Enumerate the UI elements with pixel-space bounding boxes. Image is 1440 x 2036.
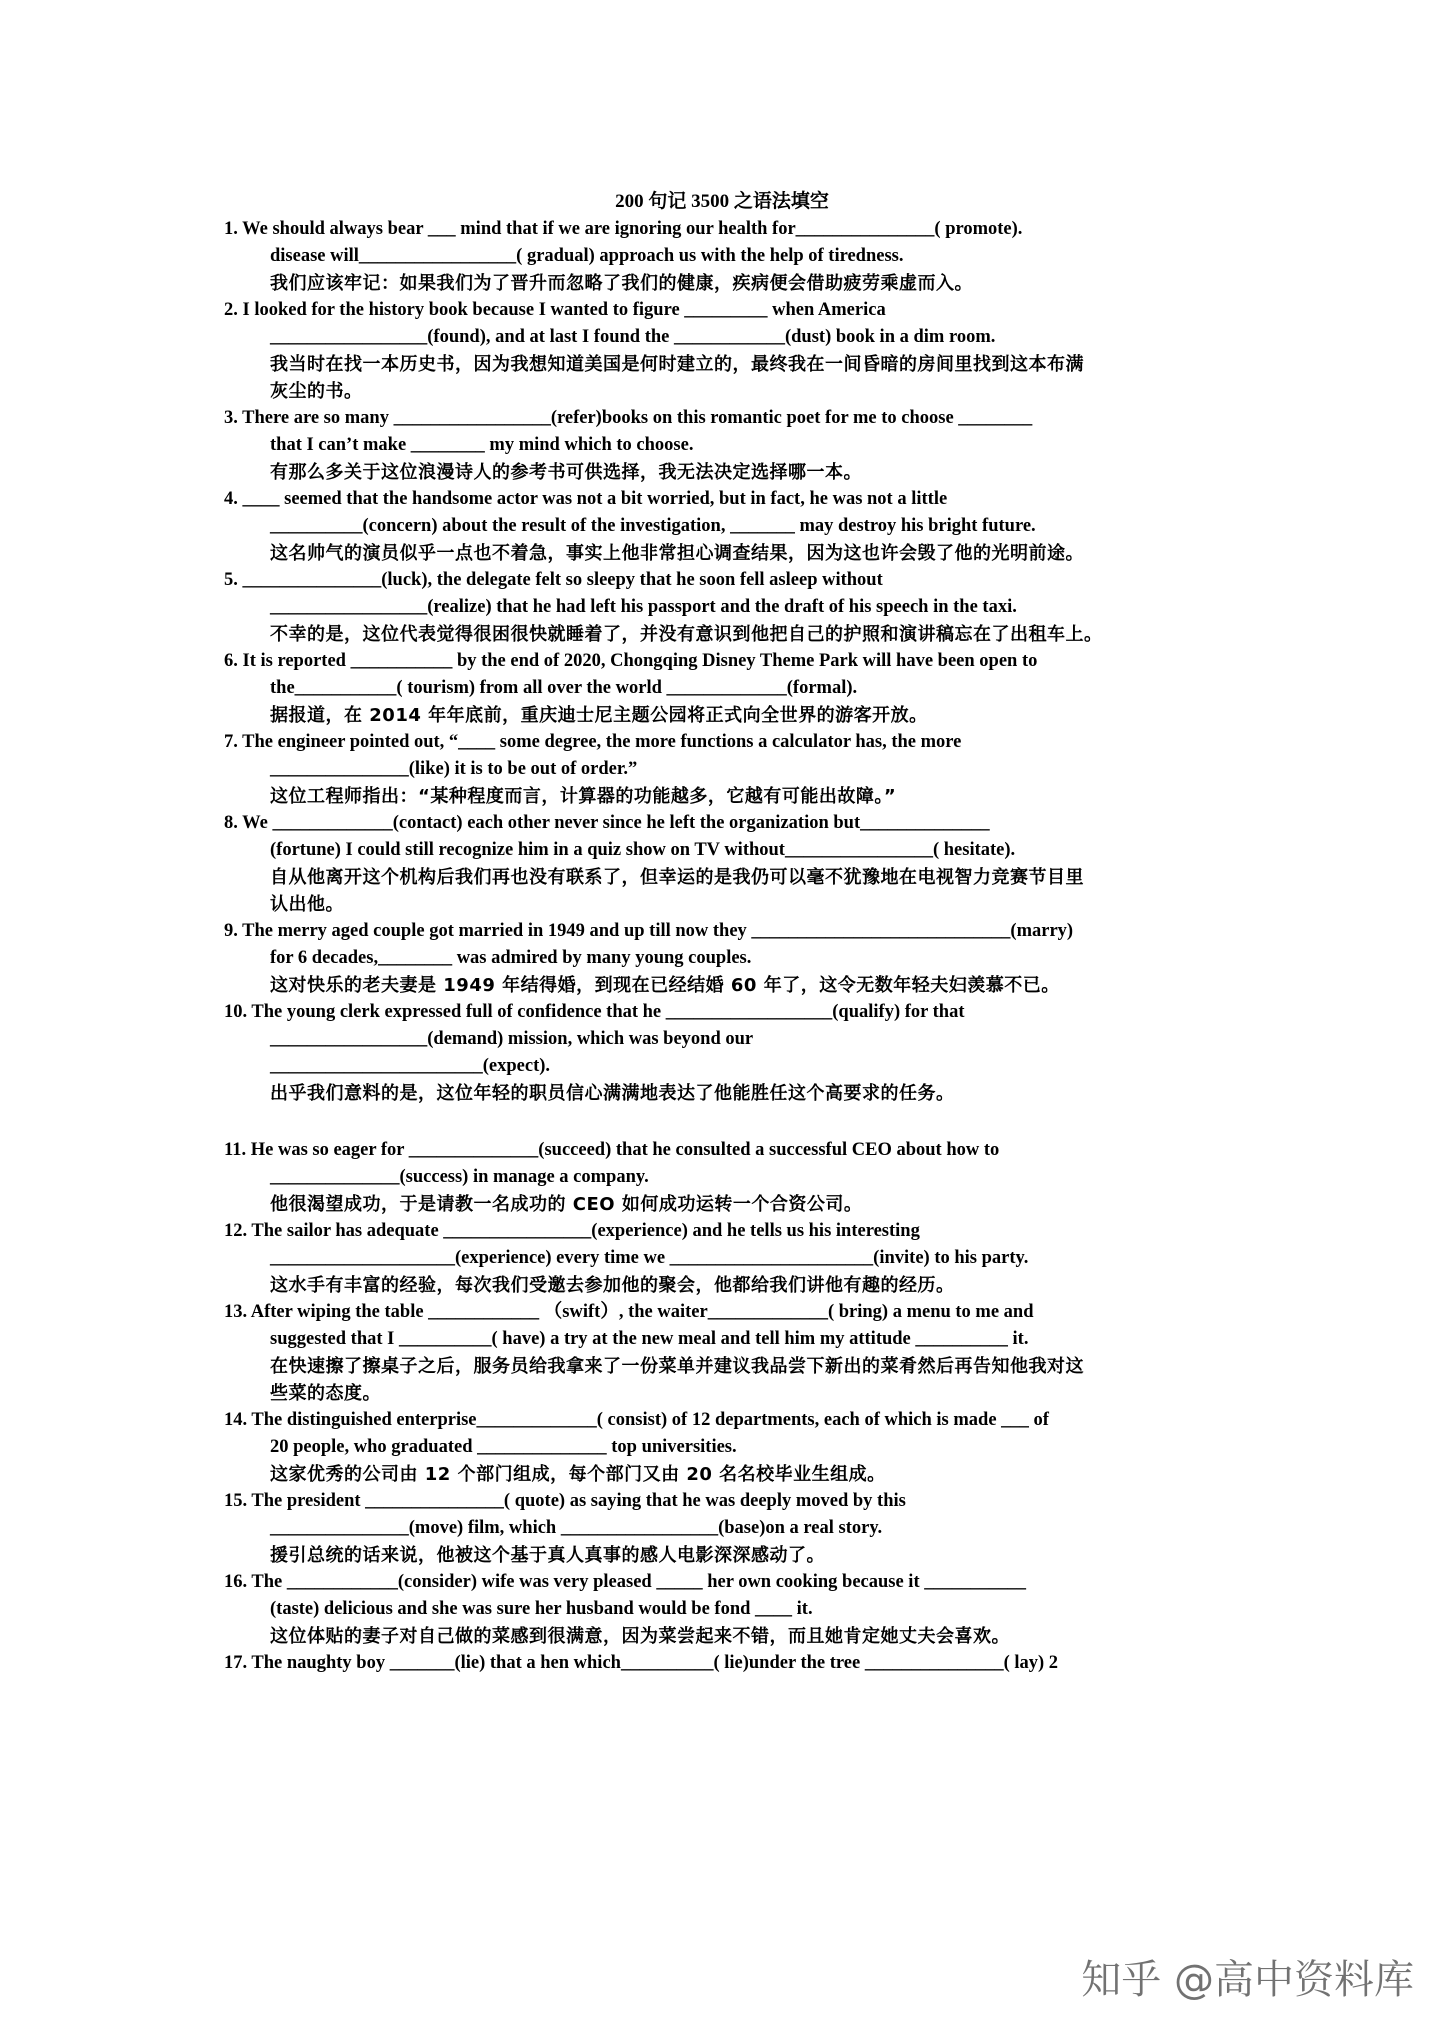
exercise-item <box>224 486 1220 567</box>
exercise-english-line: 13. After wiping the table ____________ （swift）, the waiter_____________( bring) a menu to me and <box>224 1302 1034 1322</box>
exercise-chinese-translation: 在快速擦了擦桌子之后，服务员给我拿来了一份菜单并建议我品尝下新出的菜肴然后再告知他我对这 <box>270 1356 1084 1377</box>
exercise-english-line: ______________(success) in manage a company. <box>270 1167 649 1187</box>
exercise-chinese-translation: 这对快乐的老夫妻是 1949 年结得婚，到现在已经结婚 60 年了，这令无数年轻夫妇羡慕不已。 <box>270 975 1060 996</box>
exercise-english-line: 8. We _____________(contact) each other never since he left the organization but______________ <box>224 813 990 833</box>
exercise-chinese-translation: 灰尘的书。 <box>270 381 363 402</box>
exercise-chinese-translation: 他很渴望成功，于是请教一名成功的 CEO 如何成功运转一个合资公司。 <box>270 1194 863 1215</box>
exercise-english-line: 12. The sailor has adequate ________________(experience) and he tells us his interesting <box>224 1221 920 1241</box>
exercise-item <box>224 1650 1220 1677</box>
exercise-english-line: 14. The distinguished enterprise_____________( consist) of 12 departments, each of which is made ___ of <box>224 1410 1049 1430</box>
exercise-chinese-translation: 我们应该牢记：如果我们为了晋升而忽略了我们的健康，疾病便会借助疲劳乘虚而入。 <box>270 273 973 294</box>
exercise-chinese-translation: 这名帅气的演员似乎一点也不着急，事实上他非常担心调查结果，因为这也许会毁了他的光明前途。 <box>270 543 1084 564</box>
exercise-chinese-translation: 援引总统的话来说，他被这个基于真人真事的感人电影深深感动了。 <box>270 1545 825 1566</box>
exercise-item <box>224 918 1220 999</box>
exercise-english-line: the___________( tourism) from all over the world _____________(formal). <box>270 678 858 698</box>
exercise-chinese-translation: 出乎我们意料的是，这位年轻的职员信心满满地表达了他能胜任这个高要求的任务。 <box>270 1083 955 1104</box>
exercise-english-line: 16. The ____________(consider) wife was very pleased _____ her own cooking because it ___________ <box>224 1572 1026 1592</box>
exercise-chinese-translation: 我当时在找一本历史书，因为我想知道美国是何时建立的，最终我在一间昏暗的房间里找到这本布满 <box>270 354 1084 375</box>
exercise-english-line: for 6 decades,________ was admired by many young couples. <box>270 948 752 968</box>
exercise-item <box>224 567 1220 648</box>
exercise-english-line: 17. The naughty boy _______(lie) that a hen which__________( lie)under the tree _______________( lay) 2 <box>224 1653 1059 1673</box>
exercise-item <box>224 1569 1220 1650</box>
exercise-english-line: _______________(like) it is to be out of order.” <box>270 759 638 779</box>
exercise-item <box>224 1407 1220 1488</box>
exercise-chinese-translation: 这位体贴的妻子对自己做的菜感到很满意，因为菜尝起来不错，而且她肯定她丈夫会喜欢。 <box>270 1626 1010 1647</box>
exercise-english-line: suggested that I __________( have) a try at the new meal and tell him my attitude __________ it. <box>270 1329 1029 1349</box>
exercise-chinese-translation: 据报道，在 2014 年年底前，重庆迪士尼主题公园将正式向全世界的游客开放。 <box>270 705 928 726</box>
spacer <box>224 1107 1220 1137</box>
exercise-english-line: that I can’t make ________ my mind which to choose. <box>270 435 694 455</box>
exercise-item <box>224 648 1220 729</box>
exercise-item <box>224 1488 1220 1569</box>
watermark: 知乎 @高中资料库 <box>1081 1957 1414 2003</box>
exercise-item <box>224 1137 1220 1218</box>
exercise-english-line: 6. It is reported ___________ by the end of 2020, Chongqing Disney Theme Park will have been open to <box>224 651 1038 671</box>
exercise-english-line: 5. _______________(luck), the delegate felt so sleepy that he soon fell asleep without <box>224 570 883 590</box>
exercise-item <box>224 729 1220 810</box>
exercise-english-line: (taste) delicious and she was sure her husband would be fond ____ it. <box>270 1599 813 1619</box>
exercise-item <box>224 999 1220 1107</box>
worksheet <box>224 188 1220 1677</box>
exercise-english-line: 7. The engineer pointed out, “____ some degree, the more functions a calculator has, the more <box>224 732 962 752</box>
exercise-chinese-translation: 这家优秀的公司由 12 个部门组成，每个部门又由 20 名名校毕业生组成。 <box>270 1464 886 1485</box>
exercise-english-line: _________________(demand) mission, which was beyond our <box>270 1029 754 1049</box>
exercise-item <box>224 405 1220 486</box>
exercise-english-line: 3. There are so many _________________(refer)books on this romantic poet for me to choose ________ <box>224 408 1033 428</box>
exercise-english-line: _______________________(expect). <box>270 1056 551 1076</box>
exercise-item <box>224 216 1220 297</box>
exercise-chinese-translation: 自从他离开这个机构后我们再也没有联系了，但幸运的是我仍可以毫不犹豫地在电视智力竞赛节目里 <box>270 867 1084 888</box>
exercise-item <box>224 1218 1220 1299</box>
exercise-chinese-translation: 认出他。 <box>270 894 344 915</box>
exercise-english-line: __________(concern) about the result of the investigation, _______ may destroy his bright future. <box>270 516 1036 536</box>
exercise-english-line: (fortune) I could still recognize him in a quiz show on TV without________________( hesitate). <box>270 840 1016 860</box>
exercise-english-line: 10. The young clerk expressed full of confidence that he __________________(qualify) for that <box>224 1002 965 1022</box>
exercise-item <box>224 1299 1220 1407</box>
exercise-english-line: 1. We should always bear ___ mind that if we are ignoring our health for_______________( promote). <box>224 219 1023 239</box>
exercise-chinese-translation: 不幸的是，这位代表觉得很困很快就睡着了，并没有意识到他把自己的护照和演讲稿忘在了出租车上。 <box>270 624 1103 645</box>
exercise-english-line: 2. I looked for the history book because I wanted to figure _________ when America <box>224 300 886 320</box>
exercise-chinese-translation: 这位工程师指出：“某种程度而言，计算器的功能越多，它越有可能出故障。” <box>270 786 897 807</box>
page-title: 200 句记 3500 之语法填空 <box>615 191 829 212</box>
exercise-english-line: _______________(move) film, which _________________(base)on a real story. <box>270 1518 883 1538</box>
exercise-english-line: disease will_________________( gradual) approach us with the help of tiredness. <box>270 246 904 266</box>
exercise-chinese-translation: 些菜的态度。 <box>270 1383 381 1404</box>
exercise-english-line: _________________(found), and at last I found the ____________(dust) book in a dim room. <box>270 327 996 347</box>
exercise-item <box>224 297 1220 405</box>
exercise-english-line: 20 people, who graduated ______________ top universities. <box>270 1437 737 1457</box>
exercise-english-line: 4. ____ seemed that the handsome actor was not a bit worried, but in fact, he was not a little <box>224 489 948 509</box>
exercise-item <box>224 810 1220 918</box>
exercise-list <box>224 216 1220 1677</box>
exercise-english-line: 11. He was so eager for ______________(succeed) that he consulted a successful CEO about how to <box>224 1140 1000 1160</box>
exercise-english-line: _________________(realize) that he had left his passport and the draft of his speech in the taxi. <box>270 597 1017 617</box>
exercise-english-line: 9. The merry aged couple got married in 1949 and up till now they ____________________________(marry) <box>224 921 1074 941</box>
exercise-chinese-translation: 这水手有丰富的经验，每次我们受邀去参加他的聚会，他都给我们讲他有趣的经历。 <box>270 1275 955 1296</box>
exercise-english-line: ____________________(experience) every time we ______________________(invite) to his party. <box>270 1248 1029 1268</box>
exercise-chinese-translation: 有那么多关于这位浪漫诗人的参考书可供选择，我无法决定选择哪一本。 <box>270 462 862 483</box>
exercise-english-line: 15. The president _______________( quote) as saying that he was deeply moved by this <box>224 1491 906 1511</box>
